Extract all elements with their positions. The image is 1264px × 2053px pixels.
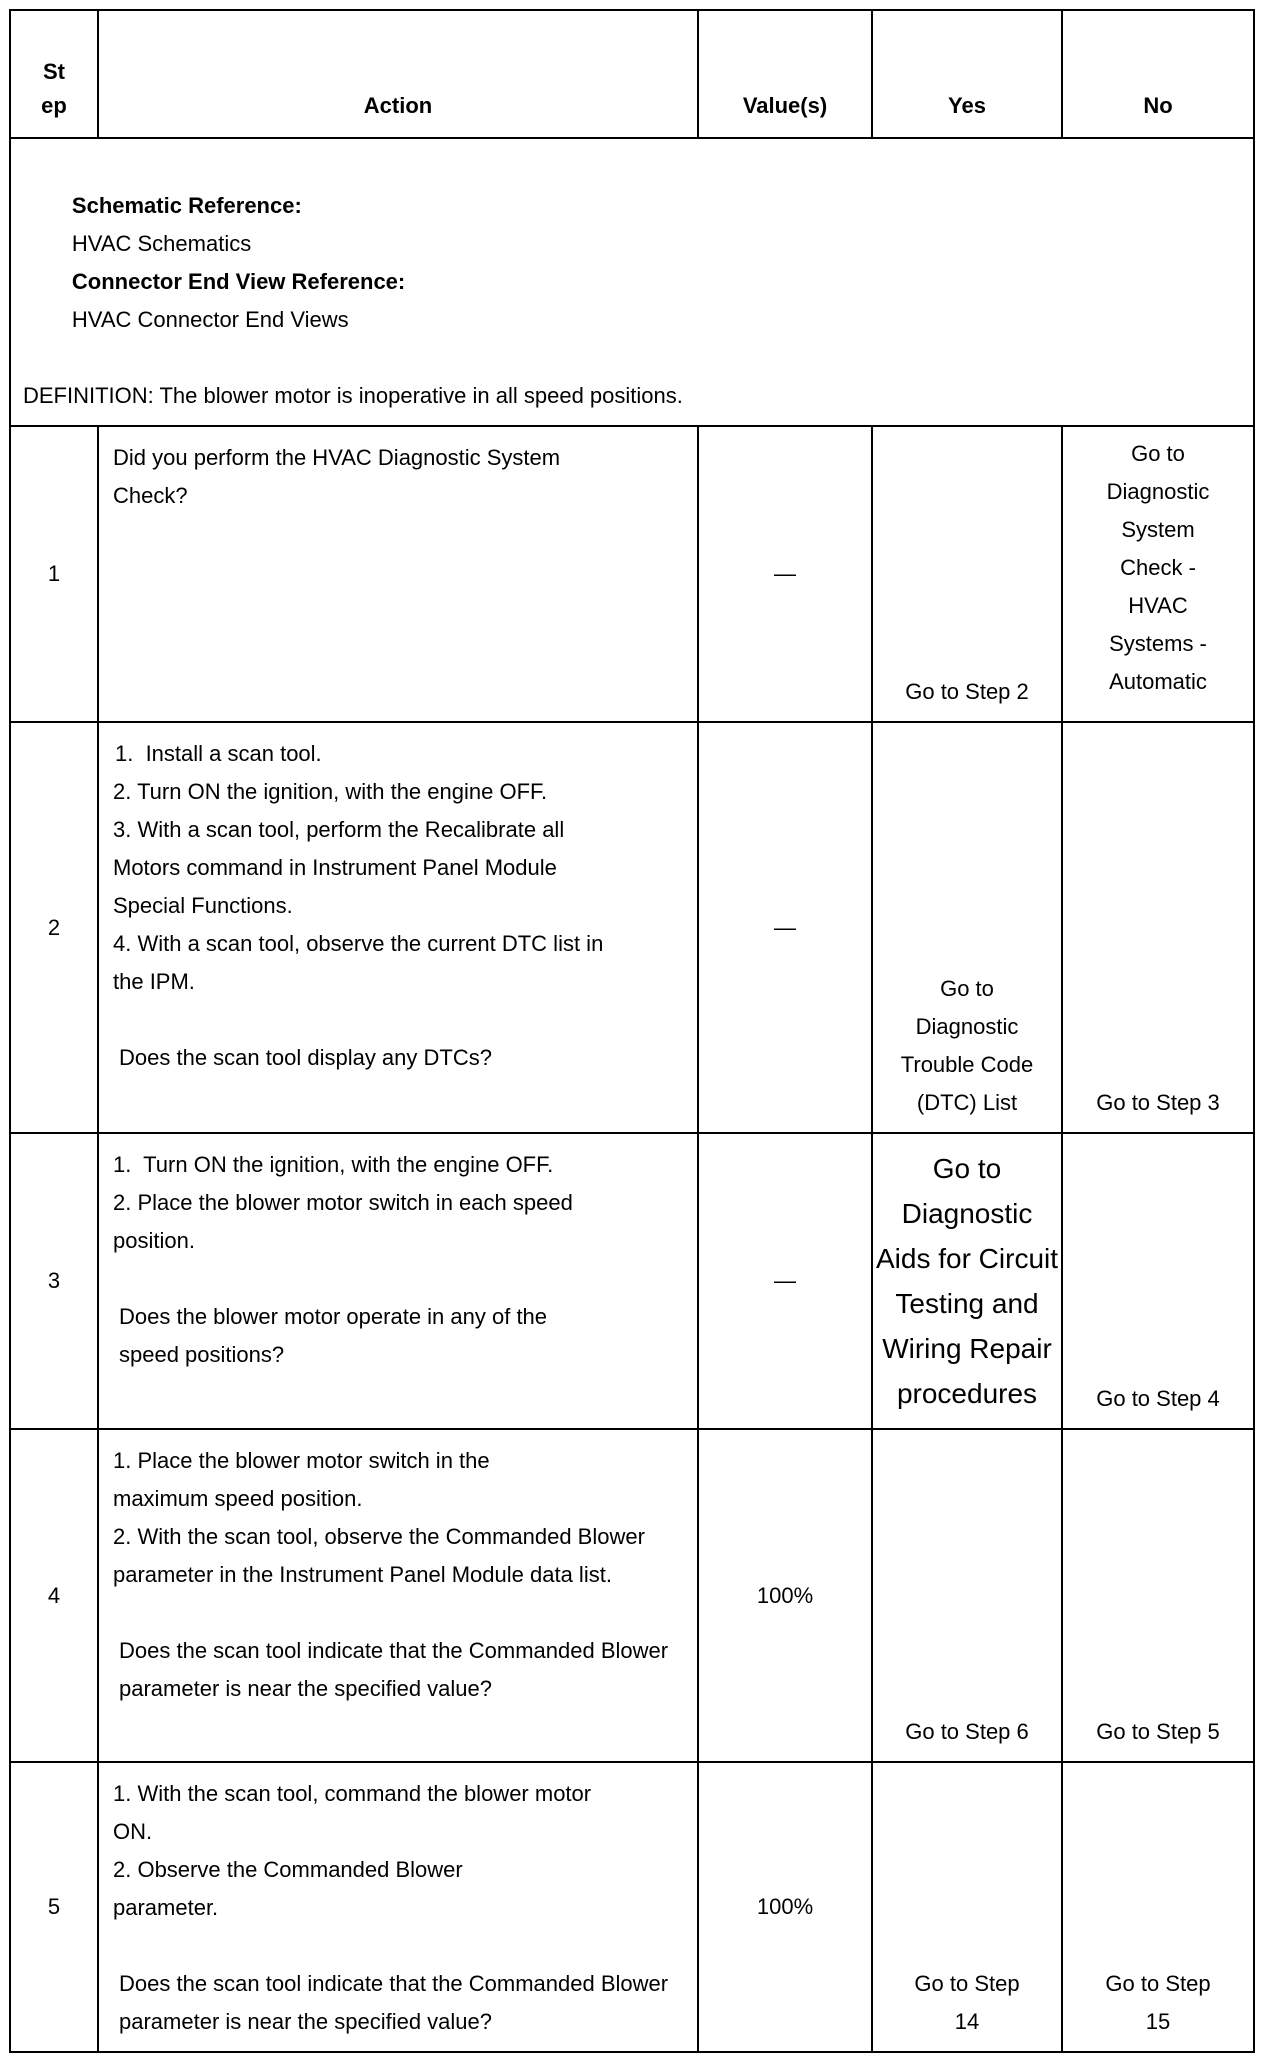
step-number: 5	[10, 1762, 98, 2052]
header-action: Action	[98, 10, 698, 138]
header-row	[10, 10, 1254, 138]
yes-cell: Go to Diagnostic Aids for Circuit Testing and Wiring Repair procedures	[872, 1133, 1062, 1429]
schematic-reference-value: HVAC Schematics	[71, 231, 252, 256]
no-cell: Go to Step 5	[1062, 1429, 1254, 1762]
table-row	[10, 1429, 1254, 1762]
action-line: 2. Place the blower motor switch in each speed position.	[113, 1190, 573, 1253]
value-cell: 100%	[698, 1429, 872, 1762]
action-line: 2. Turn ON the ignition, with the engine OFF.	[113, 779, 548, 804]
action-cell	[98, 1133, 698, 1429]
table-row	[10, 722, 1254, 1133]
action-cell	[98, 426, 698, 722]
action-line: 2. With the scan tool, observe the Commanded Blower parameter in the Instrument Panel Module data list.	[113, 1524, 645, 1587]
yes-cell: Go to Diagnostic Trouble Code (DTC) List	[872, 722, 1062, 1133]
value-cell: —	[698, 426, 872, 722]
table-row	[10, 426, 1254, 722]
step-number: 4	[10, 1429, 98, 1762]
table-row	[10, 1133, 1254, 1429]
no-cell: Go to Step 3	[1062, 722, 1254, 1133]
action-cell	[98, 722, 698, 1133]
diagnostic-table	[9, 9, 1255, 2053]
action-cell	[98, 1429, 698, 1762]
action-question: Does the scan tool indicate that the Commanded Blower parameter is near the specified value?	[119, 1638, 669, 1701]
value-cell: —	[698, 722, 872, 1133]
action-line: 1. Install a scan tool.	[115, 741, 322, 766]
yes-cell: Go to Step 14	[872, 1762, 1062, 2052]
action-line: Did you perform the HVAC Diagnostic System Check?	[113, 445, 561, 508]
action-cell	[98, 1762, 698, 2052]
value-cell: 100%	[698, 1762, 872, 2052]
no-cell: Go to Diagnostic System Check - HVAC Systems - Automatic	[1062, 426, 1254, 722]
header-step: St ep	[10, 10, 98, 138]
value-cell: —	[698, 1133, 872, 1429]
action-line: 1. Turn ON the ignition, with the engine OFF.	[113, 1152, 554, 1177]
reference-cell	[10, 138, 1254, 426]
connector-reference-value: HVAC Connector End Views	[71, 307, 349, 332]
yes-cell: Go to Step 6	[872, 1429, 1062, 1762]
action-line: 4. With a scan tool, observe the current DTC list in the IPM.	[113, 931, 604, 994]
action-line: 3. With a scan tool, perform the Recalibrate all Motors command in Instrument Panel Module Special Functions.	[113, 817, 565, 918]
action-line: 1. With the scan tool, command the blower motor ON.	[113, 1781, 592, 1844]
reference-row	[10, 138, 1254, 426]
yes-cell: Go to Step 2	[872, 426, 1062, 722]
schematic-reference-label: Schematic Reference:	[71, 193, 302, 218]
step-number: 1	[10, 426, 98, 722]
table-row	[10, 1762, 1254, 2052]
action-question: Does the blower motor operate in any of the speed positions?	[119, 1304, 548, 1367]
header-no: No	[1062, 10, 1254, 138]
definition-text: DEFINITION: The blower motor is inoperative in all speed positions.	[23, 383, 683, 408]
no-cell: Go to Step 4	[1062, 1133, 1254, 1429]
action-question: Does the scan tool display any DTCs?	[119, 1045, 492, 1070]
header-yes: Yes	[872, 10, 1062, 138]
action-line: 2. Observe the Commanded Blower parameter.	[113, 1857, 463, 1920]
action-question: Does the scan tool indicate that the Commanded Blower parameter is near the specified value?	[119, 1971, 669, 2034]
action-line: 1. Place the blower motor switch in the maximum speed position.	[113, 1448, 490, 1511]
no-cell: Go to Step 15	[1062, 1762, 1254, 2052]
header-values: Value(s)	[698, 10, 872, 138]
step-number: 3	[10, 1133, 98, 1429]
connector-reference-label: Connector End View Reference:	[71, 269, 406, 294]
step-number: 2	[10, 722, 98, 1133]
